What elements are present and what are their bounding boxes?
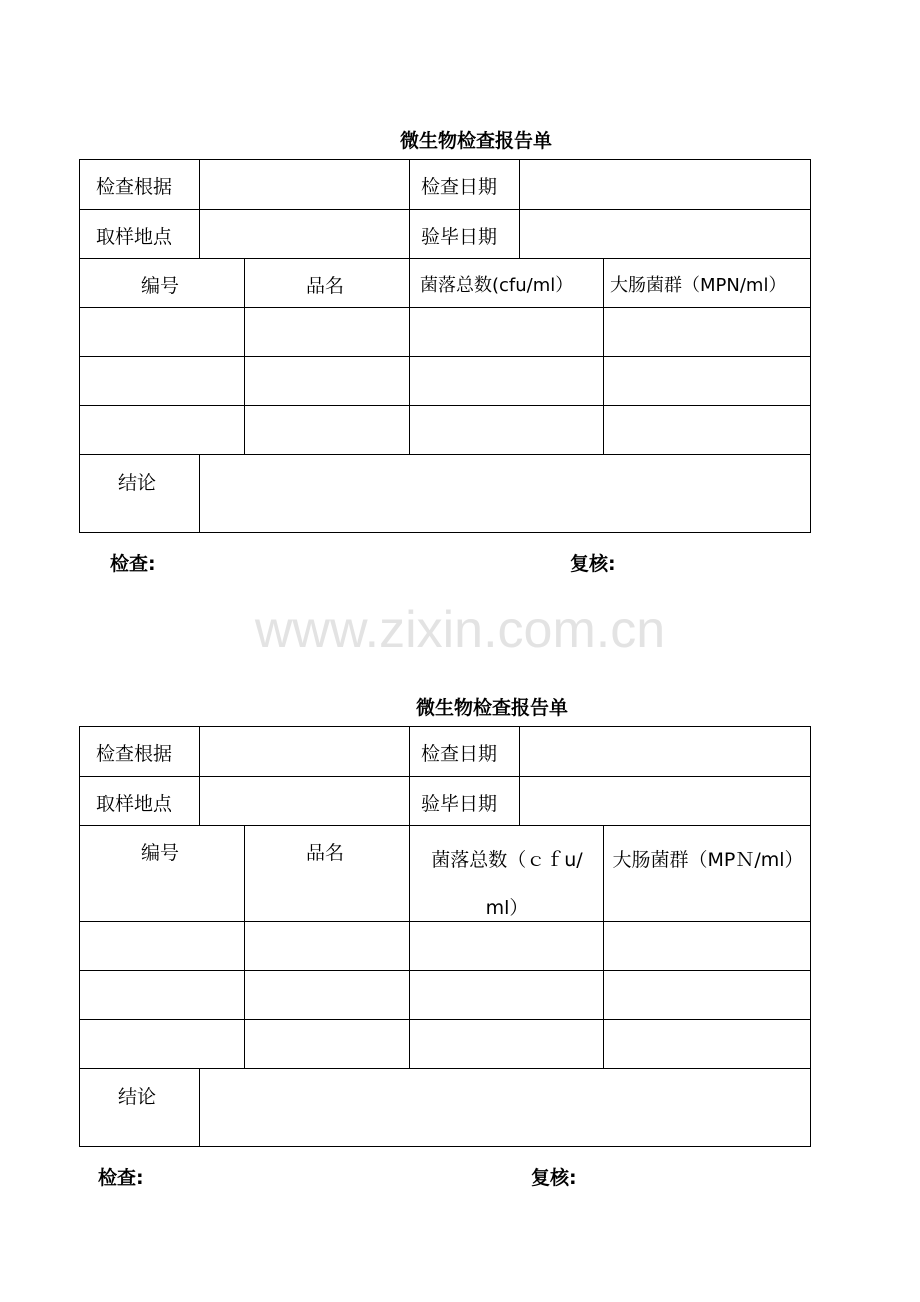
- reviewer-label: 复核:: [531, 1167, 577, 1189]
- table-row-2-number[interactable]: [79, 356, 245, 406]
- conclusion-label-cell: [79, 454, 200, 533]
- basis-label-cell: [79, 726, 200, 777]
- col-header-colony-cell: [409, 825, 604, 922]
- location-label: 取样地点: [96, 793, 173, 815]
- inspect-date-label: 检查日期: [421, 743, 498, 765]
- table-row-2-colony[interactable]: [409, 970, 604, 1020]
- conclusion-label: 结论: [118, 1086, 157, 1108]
- form-title: 微生物检查报告单: [415, 697, 568, 719]
- table-row-3-coliform[interactable]: [603, 405, 811, 455]
- table-row-3-number[interactable]: [79, 1019, 245, 1069]
- table-row-1-number[interactable]: [79, 921, 245, 971]
- conclusion-value-cell[interactable]: [199, 454, 811, 533]
- finish-date-label-cell: [409, 776, 520, 826]
- inspect-date-value-cell[interactable]: [519, 726, 811, 777]
- location-label-cell: [79, 209, 200, 259]
- inspect-date-label: 检查日期: [421, 176, 498, 198]
- inspector-label: 检查:: [98, 1167, 144, 1189]
- finish-date-label: 验毕日期: [421, 793, 498, 815]
- table-row-2-colony[interactable]: [409, 356, 604, 406]
- col-header-coliform: 大肠菌群（MPＮ/ml）: [612, 849, 804, 871]
- table-row-3-colony[interactable]: [409, 1019, 604, 1069]
- location-label: 取样地点: [96, 226, 173, 248]
- inspect-date-label-cell: [409, 159, 520, 210]
- table-row-1-product[interactable]: [244, 921, 410, 971]
- col-header-number-cell: [79, 825, 245, 922]
- table-row-3-number[interactable]: [79, 405, 245, 455]
- col-header-coliform-cell: [603, 258, 811, 308]
- finish-date-value-cell[interactable]: [519, 209, 811, 259]
- basis-label: 检查根据: [96, 743, 173, 765]
- table-row-3-coliform[interactable]: [603, 1019, 811, 1069]
- basis-value-cell[interactable]: [199, 159, 410, 210]
- table-row-3-colony[interactable]: [409, 405, 604, 455]
- inspect-date-value-cell[interactable]: [519, 159, 811, 210]
- table-row-2-coliform[interactable]: [603, 970, 811, 1020]
- inspect-date-label-cell: [409, 726, 520, 777]
- conclusion-value-cell[interactable]: [199, 1068, 811, 1147]
- finish-date-value-cell[interactable]: [519, 776, 811, 826]
- col-header-colony-cell: [409, 258, 604, 308]
- table-row-2-coliform[interactable]: [603, 356, 811, 406]
- table-row-3-product[interactable]: [244, 1019, 410, 1069]
- basis-label: 检查根据: [96, 176, 173, 198]
- table-row-1-coliform[interactable]: [603, 921, 811, 971]
- col-header-coliform-cell: [603, 825, 811, 922]
- finish-date-label: 验毕日期: [421, 226, 498, 248]
- col-header-product: 品名: [306, 275, 345, 297]
- col-header-number: 编号: [141, 275, 180, 297]
- table-row-2-product[interactable]: [244, 970, 410, 1020]
- reviewer-label: 复核:: [570, 553, 616, 575]
- basis-value-cell[interactable]: [199, 726, 410, 777]
- basis-label-cell: [79, 159, 200, 210]
- table-row-1-product[interactable]: [244, 307, 410, 357]
- col-header-number: 编号: [141, 842, 180, 864]
- table-row-2-number[interactable]: [79, 970, 245, 1020]
- col-header-coliform: 大肠菌群（MPN/ml）: [610, 275, 787, 296]
- col-header-colony: 菌落总数（ｃｆu/ml）: [431, 849, 583, 919]
- col-header-number-cell: [79, 258, 245, 308]
- location-value-cell[interactable]: [199, 776, 410, 826]
- table-row-1-number[interactable]: [79, 307, 245, 357]
- col-header-product: 品名: [306, 842, 345, 864]
- table-row-1-colony[interactable]: [409, 307, 604, 357]
- table-row-1-colony[interactable]: [409, 921, 604, 971]
- conclusion-label: 结论: [118, 472, 157, 494]
- col-header-product-cell: [244, 825, 410, 922]
- inspector-label: 检查:: [110, 553, 156, 575]
- location-value-cell[interactable]: [199, 209, 410, 259]
- table-row-1-coliform[interactable]: [603, 307, 811, 357]
- location-label-cell: [79, 776, 200, 826]
- table-row-2-product[interactable]: [244, 356, 410, 406]
- form-title: 微生物检查报告单: [399, 130, 552, 152]
- finish-date-label-cell: [409, 209, 520, 259]
- conclusion-label-cell: [79, 1068, 200, 1147]
- watermark-text: www.zixin.com.cn: [254, 601, 666, 659]
- col-header-colony: 菌落总数(cfu/ml）: [420, 275, 574, 296]
- col-header-product-cell: [244, 258, 410, 308]
- table-row-3-product[interactable]: [244, 405, 410, 455]
